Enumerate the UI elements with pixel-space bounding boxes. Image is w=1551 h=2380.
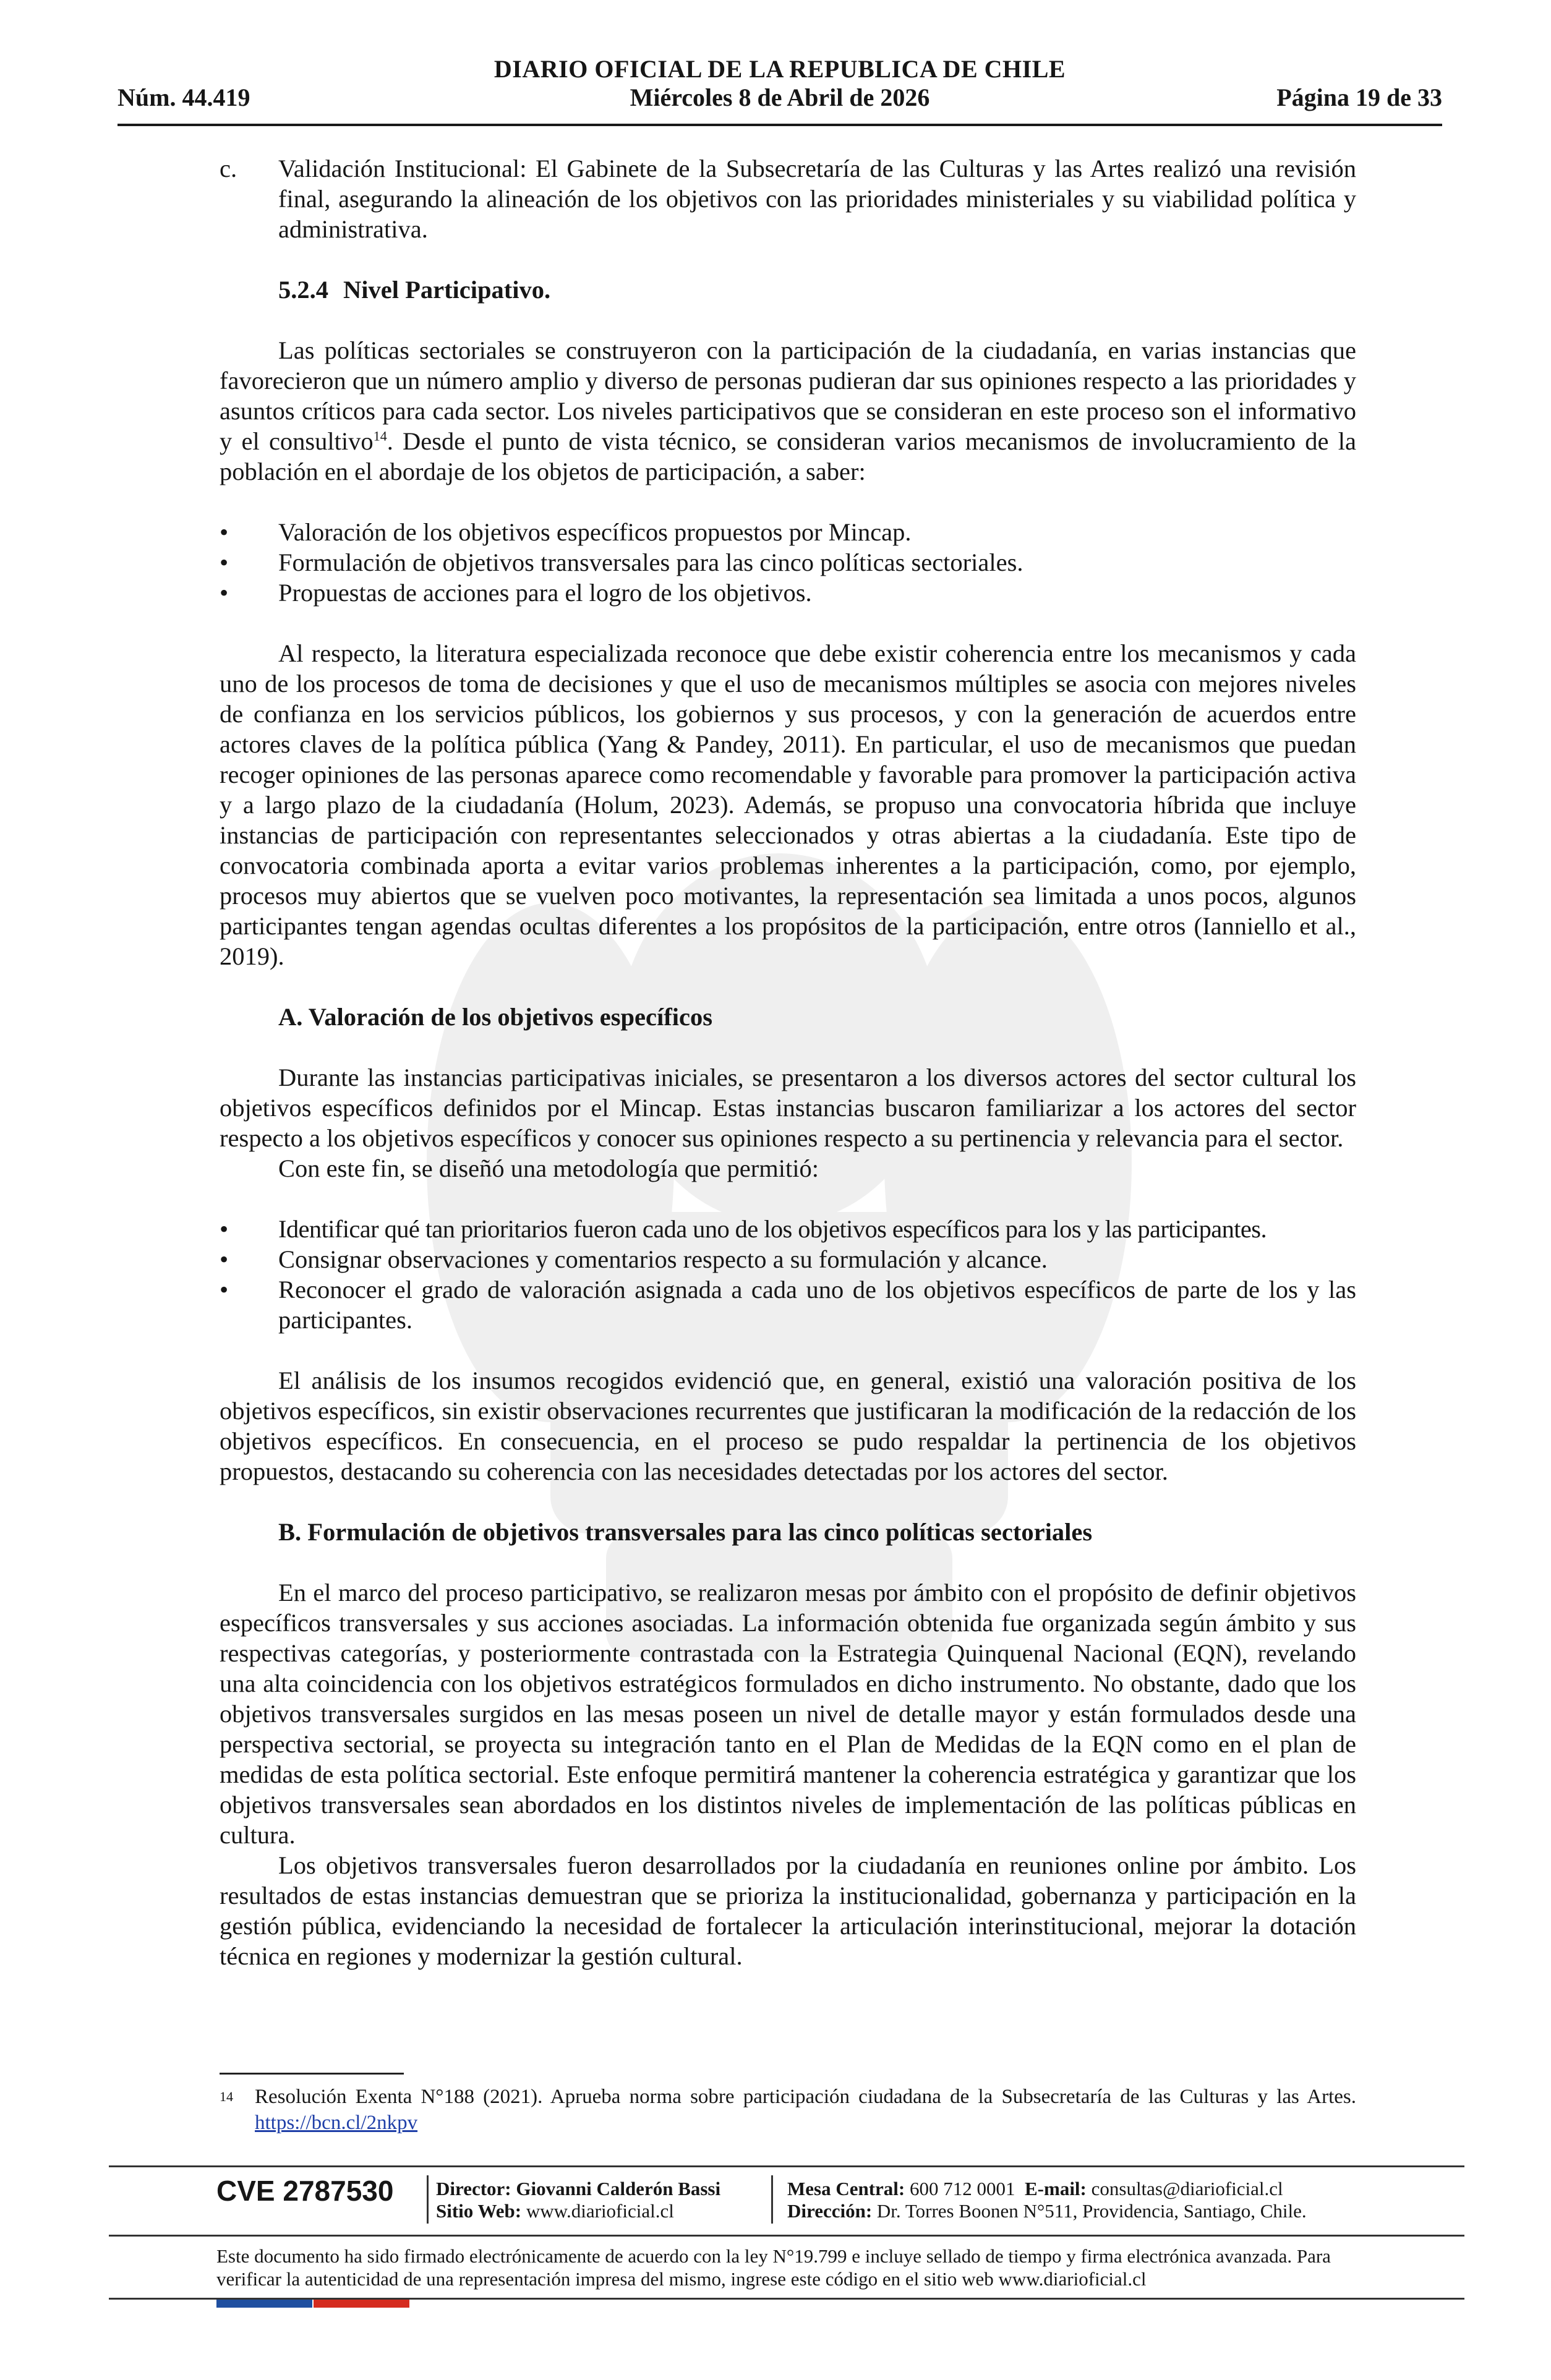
- paragraph: En el marco del proceso participativo, se realizaron mesas por ámbito con el propósito de definir objetivos específicos transversales y sus acciones asociadas. La información obtenida fue organizada según ámbito y sus respectivas categorías, y posteriormente contrastada con la Estrategia Quinquenal Nacional (EQN), revelando una alta coincidencia con los objetivos estratégicos formulados en dicho instrumento. No obstante, dado que los objetivos transversales surgidos en las mesas poseen un nivel de detalle mayor y están formulados desde una perspectiva sectorial, se proyecta su integración tanto en el Plan de Medidas de la EQN como en el plan de medidas de esta política sectorial. Este enfoque permitirá mantener la coherencia estratégica y garantizar que los objetivos transversales sean abordados en los distintos niveles de implementación de las políticas públicas en cultura.: [220, 1579, 1356, 1849]
- site-url: www.diarioficial.cl: [526, 2200, 674, 2222]
- footer-separator: [771, 2175, 773, 2224]
- paragraph: El análisis de los insumos recogidos evidenció que, en general, existió una valoración positiva de los objetivos específicos, sin existir observaciones recurrentes que justificaran la modificación de la redacción de los objetivos específicos. En consecuencia, en el proceso se pudo respaldar la pertinencia de los objetivos propuestos, destacando su coherencia con las necesidades detectadas por los actores del sector.: [220, 1367, 1356, 1485]
- bullet-icon: •: [220, 1245, 229, 1273]
- bullet-item: • Identificar qué tan prioritarios fueron cada uno de los objetivos específicos para los y las participantes.: [220, 1215, 1267, 1243]
- footnote: [220, 2084, 1356, 2136]
- bullet-icon: •: [220, 579, 229, 607]
- bullet-icon: •: [220, 548, 229, 576]
- page-header: [118, 54, 1442, 126]
- page-number: Página 19 de 33: [1276, 83, 1442, 111]
- footnote-text: Resolución Exenta N°188 (2021). Aprueba norma sobre participación ciudadana de la Subsecretaría de las Culturas y las Artes.: [255, 2086, 1356, 2108]
- paragraph: Las políticas sectoriales se construyeron con la participación de la ciudadanía, en varias instancias que favorecieron que un número amplio y diverso de personas pudieran dar sus opiniones respecto a las prioridades y asuntos críticos para cada sector. Los niveles participativos que se consideran en este proceso son el informativo y el consultivo$^{14}$. Desde el punto de vista técnico, se consideran varios mecanismos de involucramiento de la población en el abordaje de los objetos de participación, a saber:: [220, 336, 1356, 485]
- footer-contact-block: Mesa Central: 600 712 0001 E-mail: consultas@diarioficial.cl Dirección: Dr. Torres Boonen N°511, Providencia, Santiago, Chile.: [787, 2178, 1307, 2222]
- footnote-divider: [220, 2073, 404, 2075]
- flag-bar-red: [314, 2300, 409, 2308]
- cve-code: CVE 2787530: [216, 2175, 394, 2207]
- bullet-item: • Valoración de los objetivos específicos propuestos por Mincap.: [220, 518, 912, 546]
- newspaper-title: DIARIO OFICIAL DE LA REPUBLICA DE CHILE: [494, 55, 1066, 83]
- footer-divider: [109, 2235, 1464, 2237]
- list-item-label: c.: [220, 155, 237, 182]
- section-number: 5.2.4: [278, 276, 328, 304]
- issue-date: Miércoles 8 de Abril de 2026: [630, 83, 930, 111]
- bullet-icon: •: [220, 1276, 229, 1303]
- bullet-icon: •: [220, 518, 229, 546]
- footnote-link[interactable]: https://bcn.cl/2nkpv: [255, 2112, 418, 2134]
- postal-address: Dr. Torres Boonen N°511, Providencia, Santiago, Chile.: [876, 2200, 1307, 2222]
- bullet-list: [220, 517, 1356, 608]
- director-name: Giovanni Calderón Bassi: [516, 2178, 721, 2199]
- issue-number: Núm. 44.419: [118, 83, 250, 111]
- footer-director-block: Director: Giovanni Calderón Bassi Sitio Web: www.diarioficial.cl: [436, 2178, 721, 2222]
- footer-divider: [109, 2165, 1464, 2167]
- subsection-heading-a: A. Valoración de los objetivos específicos: [278, 1003, 712, 1031]
- section-title: Nivel Participativo.: [343, 276, 551, 304]
- footer-separator: [427, 2175, 429, 2224]
- phone-number: 600 712 0001: [910, 2178, 1015, 2199]
- footnote-mark: 14: [220, 2089, 233, 2104]
- paragraph: Al respecto, la literatura especializada reconoce que debe existir coherencia entre los mecanismos y cada uno de los procesos de toma de decisiones y que el uso de mecanismos múltiples se asocia con mejores niveles de confianza en los servicios públicos, los gobiernos y sus procesos, y con la generación de acuerdos entre actores claves de la política pública (Yang & Pandey, 2011). En particular, el uso de mecanismos que puedan recoger opiniones de las personas aparece como recomendable y favorable para promover la participación activa y a largo plazo de la ciudadanía (Holum, 2023). Además, se propuso una convocatoria híbrida que incluye instancias de participación con representantes seleccionados y otras abiertas a la ciudadanía. Este tipo de convocatoria combinada aporta a evitar varios problemas inherentes a la participación, como, por ejemplo, procesos muy abiertos que se vuelven poco motivantes, la representación sea limitada a unos pocos, algunos participantes tengan agendas ocultas diferentes a los propósitos de la participación, entre otros (Ianniello et al., 2019).: [220, 639, 1356, 970]
- list-item-text: Validación Institucional: El Gabinete de la Subsecretaría de las Culturas y las Artes realizó una revisión final, asegurando la alineación de los objetivos con las prioridades ministeriales y su viabilidad política y administrativa.: [278, 155, 1356, 243]
- flag-bar-blue: [216, 2300, 312, 2308]
- bullet-item: • Propuestas de acciones para el logro de los objetivos.: [220, 579, 812, 607]
- paragraph: Los objetivos transversales fueron desarrollados por la ciudadanía en reuniones online por ámbito. Los resultados de estas instancias demuestran que se prioriza la institucionalidad, gobernanza y participación en la gestión pública, evidenciando la necesidad de fortalecer la articulación interinstitucional, mejorar la dotación técnica en regiones y modernizar la gestión cultural.: [220, 1851, 1356, 1970]
- document-body: [220, 153, 1356, 1971]
- footnote-reference[interactable]: 14: [373, 428, 387, 444]
- bullet-icon: •: [220, 1215, 228, 1243]
- bullet-item: • Reconocer el grado de valoración asignada a cada uno de los objetivos específicos de parte de los y las participantes.: [220, 1276, 1356, 1334]
- paragraph: Durante las instancias participativas iniciales, se presentaron a los diversos actores del sector cultural los objetivos específicos definidos por el Mincap. Estas instancias buscaron familiarizar a los actores del sector respecto a los objetivos específicos y conocer sus opiniones respecto a su pertinencia y relevancia para el sector.: [220, 1064, 1356, 1152]
- paragraph: Con este fin, se diseñó una metodología que permitió:: [278, 1154, 819, 1182]
- subsection-heading-b: B. Formulación de objetivos transversales para las cinco políticas sectoriales: [278, 1518, 1093, 1546]
- legal-notice: Este documento ha sido firmado electrónicamente de acuerdo con la ley N°19.799 e incluye sellado de tiempo y firma electrónica avanzada. Para verificar la autenticidad de una representación impresa del mismo, ingrese este código en el sitio web www.diarioficial.cl: [216, 2245, 1331, 2290]
- email-address: consultas@diarioficial.cl: [1091, 2178, 1283, 2199]
- bullet-item: • Consignar observaciones y comentarios respecto a su formulación y alcance.: [220, 1245, 1048, 1273]
- list-item-c: [220, 153, 1356, 244]
- bullet-list: [220, 1214, 1356, 1335]
- bullet-item: • Formulación de objetivos transversales para las cinco políticas sectoriales.: [220, 548, 1023, 576]
- section-heading: [220, 275, 1356, 305]
